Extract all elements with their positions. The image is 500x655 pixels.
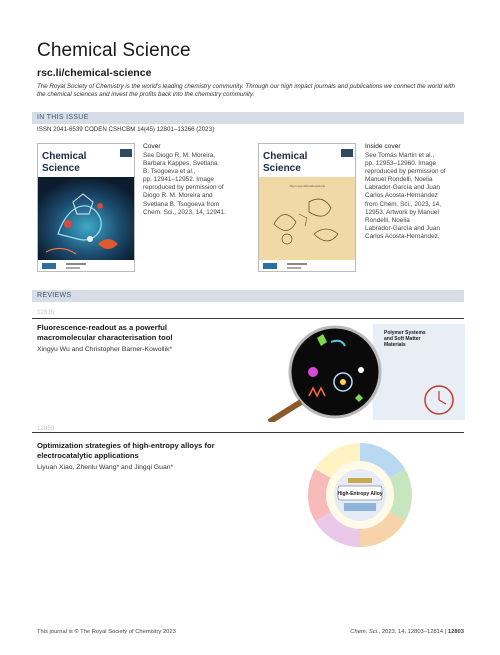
svg-text:and Soft Matter: and Soft Matter <box>384 336 421 342</box>
article-divider <box>32 318 464 319</box>
journal-title: Chemical Science <box>37 40 191 61</box>
article-graphic[interactable] <box>300 440 420 550</box>
svg-text:High-Entropy Alloy: High-Entropy Alloy <box>337 491 383 497</box>
article-title[interactable]: Optimization strategies of high-entropy alloys for electrocatalytic applications <box>37 441 215 460</box>
footer-copyright: This journal is © The Royal Society of Chemistry 2023 <box>37 629 176 635</box>
svg-text:Chemical: Chemical <box>42 151 87 162</box>
journal-description: The Royal Society of Chemistry is the world's leading chemistry community. Through our high impact journals and publications we connect the world with the chemical sciences and invest the profits back into the chemistry community. <box>37 83 455 98</box>
inside-cover-label: Inside cover <box>365 143 401 150</box>
article-divider <box>32 432 464 433</box>
svg-text:Science: Science <box>263 163 301 174</box>
in-this-issue-heading: IN THIS ISSUE <box>32 112 464 124</box>
article-authors: Liyuan Xiao, Zhenlu Wang* and Jingqi Guan* <box>37 464 174 471</box>
svg-text:Materials: Materials <box>384 342 406 348</box>
article-title[interactable]: Fluorescence-readout as a powerful macromolecular characterisation tool <box>37 323 173 342</box>
front-cover-caption: See Diogo R. M. Moreira, Barbara Kappes, Svetlana B. Tsogoeva et al., pp. 12941–12952. Image reproduced by permission of Diogo R. M. Moreira and Svetlana B. Tsogoeva from Chem. Sci., 2023, 14, 12941. <box>143 152 226 216</box>
journal-url[interactable]: rsc.li/chemical-science <box>37 67 152 79</box>
svg-text:The Cage Metamorphosis: The Cage Metamorphosis <box>289 184 326 188</box>
svg-text:Science: Science <box>42 163 80 174</box>
article-page-number: 12850 <box>37 425 55 432</box>
front-cover-image[interactable] <box>37 143 135 272</box>
svg-text:Chemical: Chemical <box>263 151 308 162</box>
article-graphic[interactable] <box>265 322 465 422</box>
article-authors: Xingyu Wu and Christopher Barner-Kowollik* <box>37 346 173 353</box>
footer-page-number: 12803 <box>447 629 464 635</box>
inside-cover-image[interactable] <box>258 143 356 272</box>
footer-citation: Chem. Sci., 2023, 14, 12803–12814 | 12803 <box>350 629 464 635</box>
reviews-heading: REVIEWS <box>32 290 464 302</box>
article-page-number: 12815 <box>37 309 55 316</box>
svg-text:Polymer Systems: Polymer Systems <box>384 330 426 336</box>
issn-line: ISSN 2041-6539 CODEN CSHCBM 14(45) 12801–13266 (2023) <box>37 126 215 133</box>
inside-cover-caption: See Tomás Martín et al., pp. 12953–12960. Image reproduced by permission of Manuel Rondelli, Noelia Labrador-García and Juan Carlos Acosta-Hernández from Chem. Sci., 2023, 14, 12953. Artwork by Manuel Rondelli, Noelia Labrador-García and Juan Carlos Acosta-Hernández. <box>365 152 446 240</box>
front-cover-label: Cover <box>143 143 161 150</box>
